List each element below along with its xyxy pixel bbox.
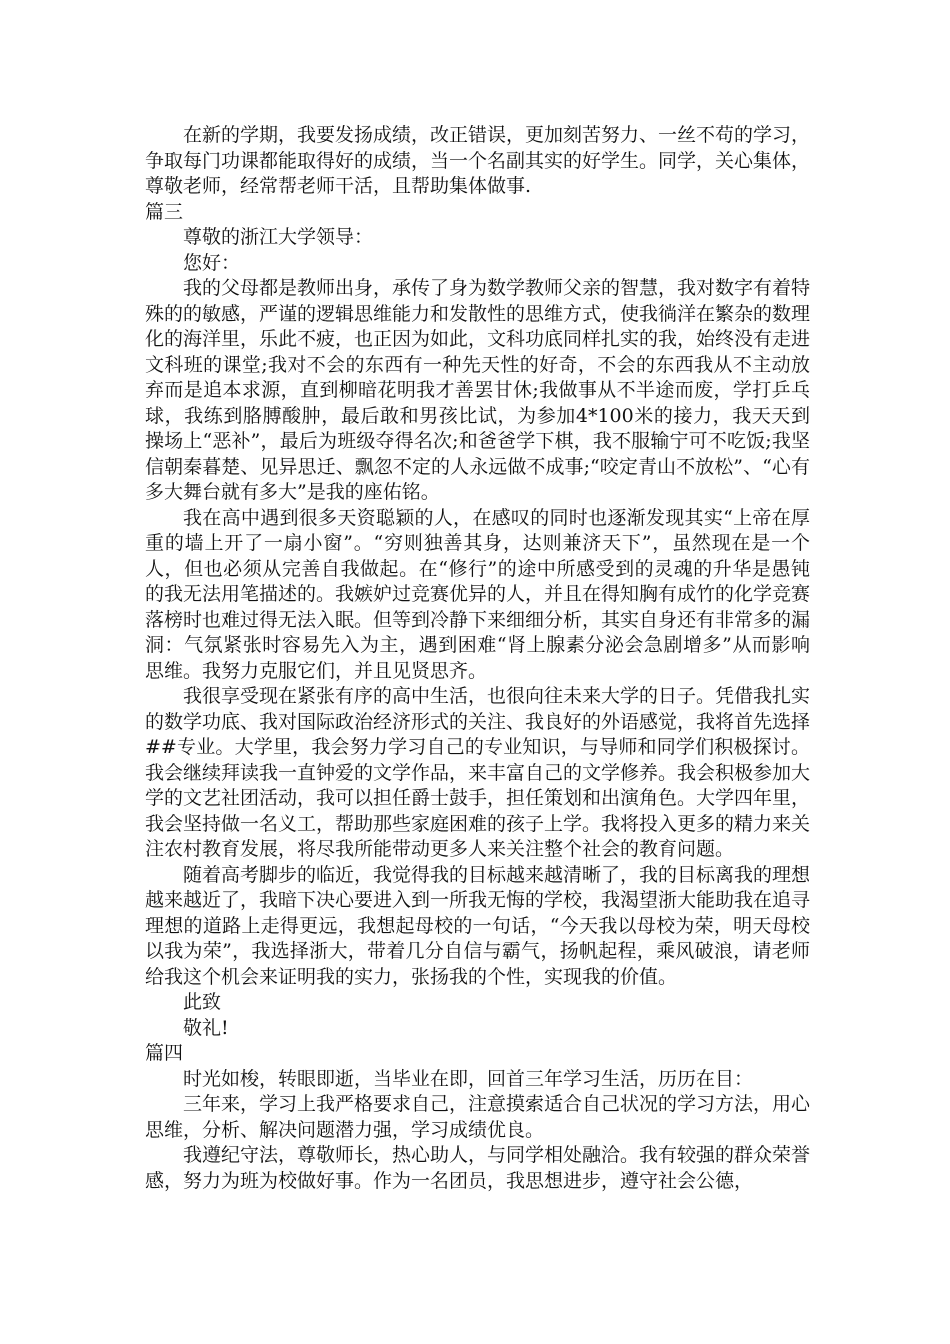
section-heading-3: 篇三 xyxy=(145,200,184,223)
section4-paragraph: 三年来，学习上我严格要求自己，注意摸索适合自己状况的学习方法，用心思维，分析、解决问题潜力强，学习成绩优良。 xyxy=(145,1093,811,1141)
letter-paragraph: 我的父母都是教师出身，承传了身为数学教师父亲的智慧，我对数字有着特殊的的敏感，严谨的逻辑思维能力和发散性的思维方式，使我徜洋在繁杂的数理化的海洋里，乐此不疲，也正因为如此，文科功底同样扎实的我，始终没有走进文科班的课堂;我对不会的东西有一种先天性的好奇，不会的东西我从不主动放弃而是追本求源，直到柳暗花明我才善罢甘休;我做事从不半途而废，学打乒乓球，我练到胳膊酸肿，最后敢和男孩比试，为参加4*100米的接力，我天天到操场上“恶补”，最后为班级夺得名次;和爸爸学下棋，我不服输宁可不吃饭;我坚信朝秦暮楚、见异思迁、飘忽不定的人永远做不成事;“咬定青山不放松”、“心有多大舞台就有多大”是我的座佑铭。 xyxy=(145,277,811,503)
section4-paragraph: 时光如梭，转眼即逝，当毕业在即，回首三年学习生活，历历在目： xyxy=(183,1067,754,1090)
letter-paragraph: 随着高考脚步的临近，我觉得我的目标越来越清晰了，我的目标离我的理想越来越近了，我暗下决心要进入到一所我无悔的学校，我渴望浙大能助我在追寻理想的道路上走得更远，我想起母校的一句话，“今天我以母校为荣，明天母校以我为荣”，我选择浙大，带着几分自信与霸气，扬帆起程，乘风破浪，请老师给我这个机会来证明我的实力，张扬我的个性，实现我的价值。 xyxy=(145,863,811,988)
letter-paragraph: 我在高中遇到很多天资聪颖的人，在感叹的同时也逐渐发现其实“上帝在厚重的墙上开了一扇小窗”。“穷则独善其身，达则兼济天下”，虽然现在是一个人，但也必须从完善自我做起。在“修行”的途中所感受到的灵魂的升华是愚钝的我无法用笔描述的。我嫉妒过竞赛优异的人，并且在得知胸有成竹的化学竞赛落榜时也难过得无法入眠。但等到冷静下来细细分析，其实自身还有非常多的漏洞：气氛紧张时容易先入为主，遇到困难“肾上腺素分泌会急剧增多”从而影响思维。我努力克服它们，并且见贤思齐。 xyxy=(145,506,811,682)
closing-line: 此致 xyxy=(183,991,222,1013)
section4-paragraph: 我遵纪守法，尊敬师长，热心助人，与同学相处融洽。我有较强的群众荣誉感，努力为班为校做好事。作为一名团员，我思想进步，遵守社会公德， xyxy=(145,1144,811,1192)
salutation: 尊敬的浙江大学领导： xyxy=(183,226,374,248)
letter-paragraph: 我很享受现在紧张有序的高中生活，也很向往未来大学的日子。凭借我扎实的数学功底、我对国际政治经济形式的关注、我良好的外语感觉，我将首先选择##专业。大学里，我会努力学习自己的专业知识，与导师和同学们积极探讨。我会继续拜读我一直钟爱的文学作品，来丰富自己的文学修养。我会积极参加大学的文艺社团活动，我可以担任爵士鼓手，担任策划和出演角色。大学四年里，我会坚持做一名义工，帮助那些家庭困难的孩子上学。我将投入更多的精力来关注农村教育发展，将尽我所能带动更多人来关注整个社会的教育问题。 xyxy=(145,685,811,860)
greeting: 您好： xyxy=(183,251,241,274)
closing-regards: 敬礼! xyxy=(183,1016,229,1039)
document-body xyxy=(145,123,810,1194)
section-heading-4: 篇四 xyxy=(145,1042,184,1064)
intro-paragraph: 在新的学期，我要发扬成绩，改正错误，更加刻苦努力、一丝不苟的学习，争取每门功课都能取得好的成绩，当一个名副其实的好学生。同学，关心集体，尊敬老师，经常帮老师干活，且帮助集体做事. xyxy=(145,124,811,197)
